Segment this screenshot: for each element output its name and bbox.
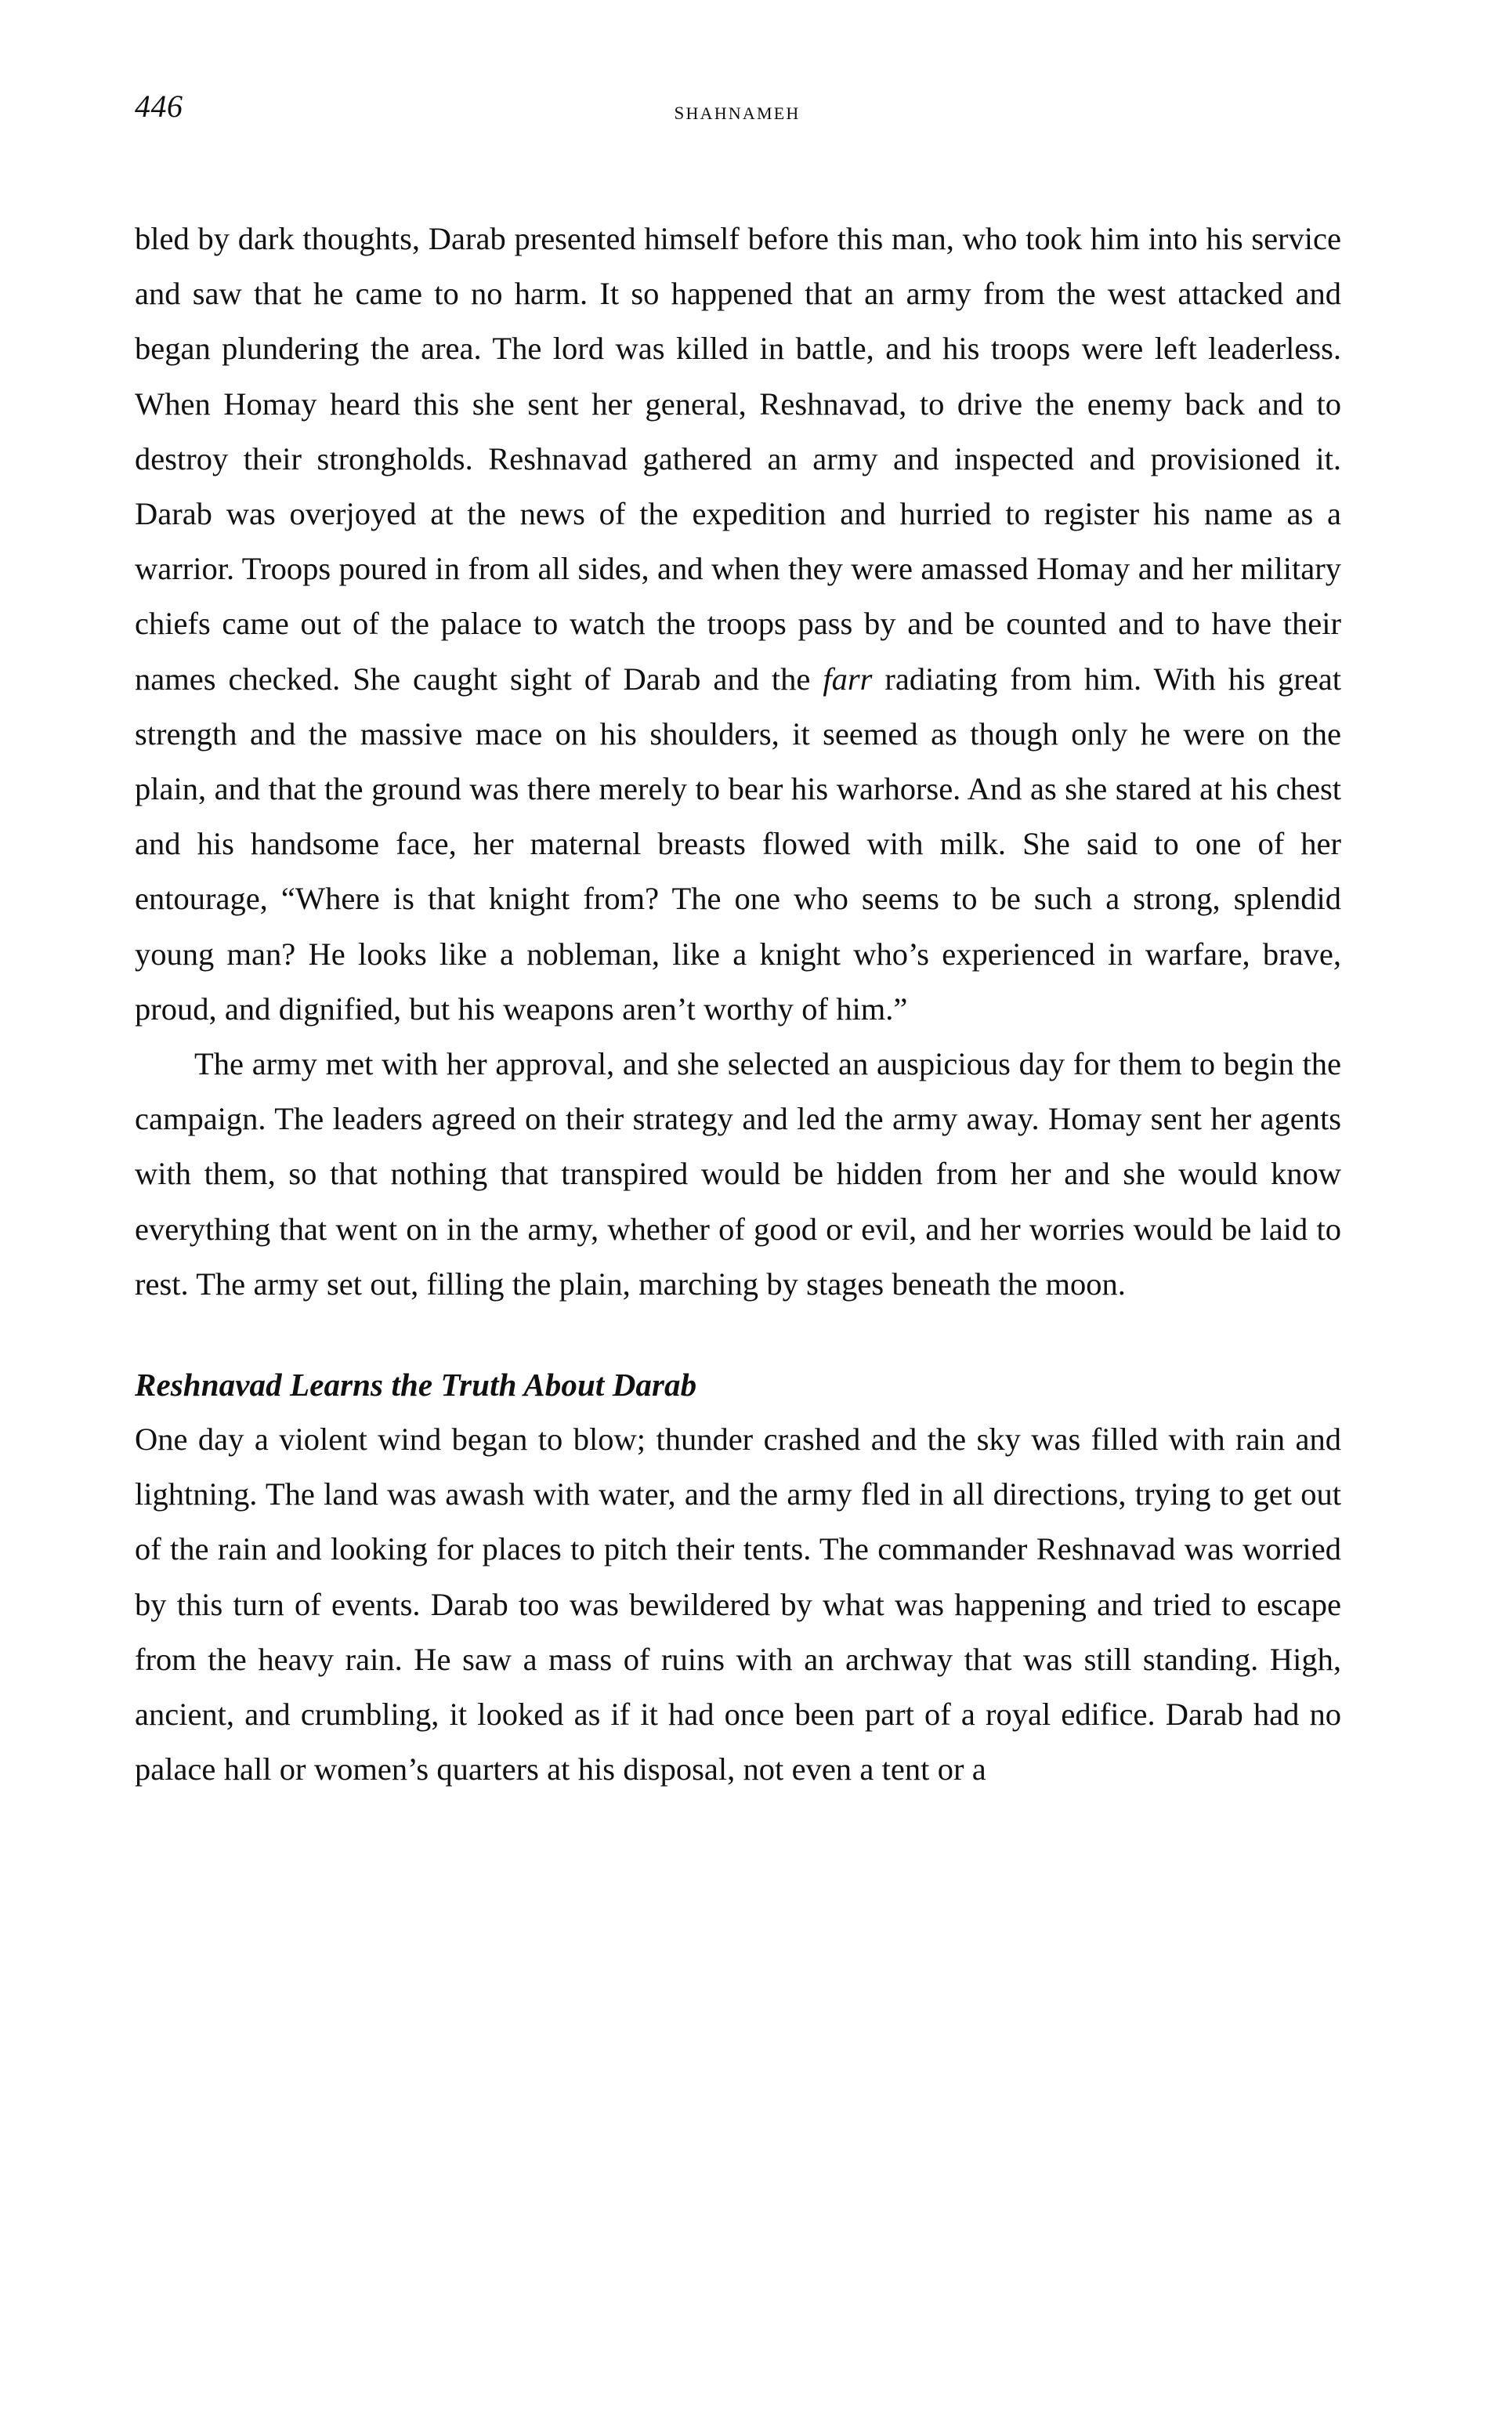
paragraph-army-approval: The army met with her approval, and she selected an auspicious day for them to begin the campaign. The leaders agreed on their strategy and led the army away. Homay sent her agents with them, so that nothing that transpired would be hidden from her and she would know everything that went on in the army, whether of good or evil, and her worries would be laid to rest. The army set out, filling the plain, marching by stages beneath the moon. [135, 1046, 1341, 1302]
paragraph-storm: One day a violent wind began to blow; thunder crashed and the sky was filled with rain and lightning. The land was awash with water, and the army fled in all directions, trying to get out of the rain and looking for places to pitch their tents. The commander Reshnavad was worried by this turn of events. Darab too was bewildered by what was happening and tried to escape from the heavy rain. He saw a mass of ruins with an archway that was still standing. High, ancient, and crumbling, it looked as if it had once been part of a royal edifice. Darab had no palace hall or women’s quarters at his disposal, not even a tent or a [135, 1422, 1341, 1787]
section-heading: Reshnavad Learns the Truth About Darab [135, 1367, 697, 1403]
running-head [135, 88, 1340, 135]
paragraph-continued: bled by dark thoughts, Darab presented himself before this man, who took him into his service and saw that he came to no harm. It so happened that an army from the west attacked and began plundering the area. The lord was killed in battle, and his troops were left leaderless. When Homay heard this she sent her general, Reshnavad, to drive the enemy back and to destroy their strongholds. Reshnavad gathered an army and inspected and provisioned it. Darab was overjoyed at the news of the expedition and hurried to register his name as a warrior. Troops poured in from all sides, and when they were amassed Homay and her military chiefs came out of the palace to watch the troops pass by and be counted and to have their names checked. She caught sight of Darab and the farr radiating from him. With his great strength and the massive mace on his shoulders, it seemed as though only he were on the plain, and that the ground was there merely to bear his warhorse. And as she stared at his chest and his handsome face, her maternal breasts flowed with milk. She said to one of her entourage, “Where is that knight from? The one who seems to be such a strong, splendid young man? He looks like a nobleman, like a knight who’s experienced in warfare, brave, proud, and dignified, but his weapons aren’t worthy of him.” [135, 221, 1341, 1027]
text-block [135, 212, 1341, 1797]
running-head-title: shahnameh [674, 96, 801, 125]
page-number: 446 [135, 89, 183, 124]
heading-spacer [135, 1312, 1341, 1357]
italic-term: farr [823, 661, 873, 697]
